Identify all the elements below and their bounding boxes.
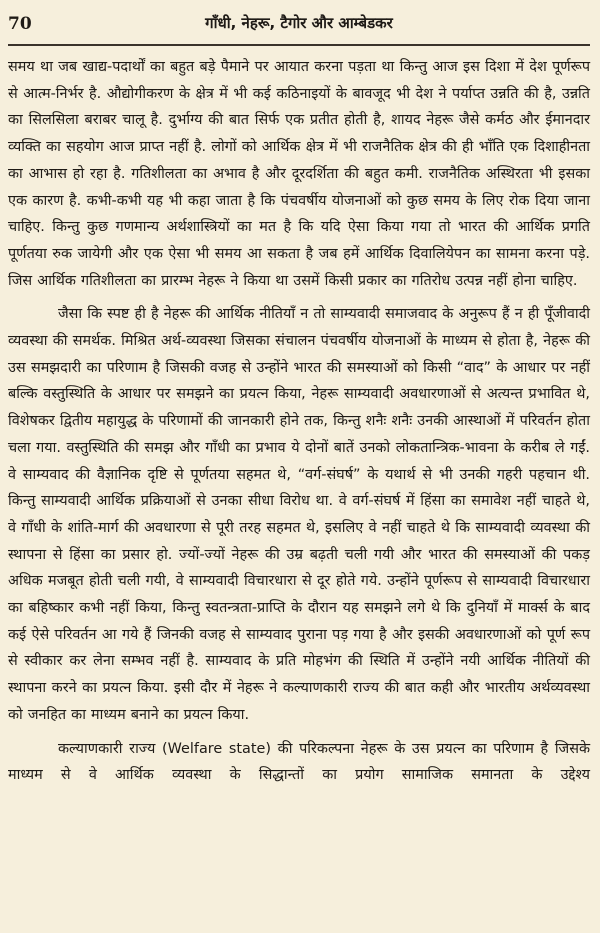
- paragraph-economic-progress: समय था जब खाद्य-पदार्थों का बहुत बड़े पैमाने पर आयात करना पड़ता था किन्तु आज इस दिशा में देश पूर्णरूप से आत्म-निर्भर है. औद्योगीकरण के क्षेत्र में भी कई कठिनाइयों के बावजूद भी देश ने पर्याप्त उन्नति की है, उन्नति का सिलसिला बराबर चालू है. दुर्भाग्य की बात सिर्फ एक प्रतीत होती है, शायद नेहरू जैसे कर्मठ और ईमानदार व्यक्ति का सहयोग आज प्राप्त नहीं है. लोगों को आर्थिक क्षेत्र में भी राजनैतिक क्षेत्र की ही भाँति एक दिशाहीनता का आभास हो रहा है. गतिशीलता का अभाव है और दूरदर्शिता की बहुत कमी. राजनैतिक अस्थिरता भी इसका एक कारण है. कभी-कभी यह भी कहा जाता है कि पंचवर्षीय योजनाओं को कुछ समय के लिए रोक दिया जाना चाहिए. किन्तु कुछ गणमान्य अर्थशास्त्रियों का मत है कि यदि ऐसा किया गया तो भारत की आर्थिक प्रगति पूर्णतया रुक जायेगी और एक ऐसा भी समय आ सकता है जब हमें आर्थिक दिवालियेपन का सामना करना पड़े. जिस आर्थिक गतिशीलता का प्रारम्भ नेहरू ने किया था उसमें किसी प्रकार का गतिरोध उत्पन्न नहीं होना चाहिए.: [8, 59, 590, 289]
- paragraph-nehru-economic-policy: जैसा कि स्पष्ट ही है नेहरू की आर्थिक नीतियाँ न तो साम्यवादी समाजवाद के अनुरूप हैं न ही पूँजीवादी व्यवस्था की समर्थक. मिश्रित अर्थ-व्यवस्था जिसका संचालन पंचवर्षीय योजनाओं के माध्यम से होता है, नेहरू की उस समझदारी का परिणाम है जिसकी वजह से उन्होंने भारत की समस्याओं को किसी “वाद” के आधार पर नहीं बल्कि वस्तुस्थिति के आधार पर समझने का प्रयत्न किया, नेहरू साम्यवादी अवधारणाओं से अत्यन्त प्रभावित थे, विशेषकर द्वितीय महायुद्ध के परिणामों की जानकारी होने तक, किन्तु शनैः शनैः उनकी आस्थाओं में परिवर्तन होता चला गया. वस्तुस्थिति की समझ और गाँधी का प्रभाव ये दोनों बातें उनको लोकतान्त्रिक-भावना के करीब ले गईं. वे साम्यवाद की वैज्ञानिक दृष्टि से पूर्णतया सहमत थे, “वर्ग-संघर्ष” के यथार्थ से भी उनकी गहरी पहचान थी. किन्तु साम्यवादी आर्थिक प्रक्रियाओं से उनका सीधा विरोध था. वे वर्ग-संघर्ष में हिंसा का समावेश नहीं चाहते थे, वे गाँधी के शांति-मार्ग की अवधारणा से पूरी तरह सहमत थे, इसलिए वे नहीं चाहते थे कि साम्यवादी व्यवस्था की स्थापना से हिंसा का प्रसार हो. ज्यों-ज्यों नेहरू की उम्र बढ़ती चली गयी और भारत की समस्याओं की पकड़ अधिक मजबूत होती चली गयी, वे साम्यवादी विचारधारा से दूर होते गये. उन्होंने पूर्णरूप से साम्यवादी विचारधारा का बहिष्कार कभी नहीं किया, किन्तु स्वतन्त्रता-प्राप्ति के दौरान यह समझने लगे थे कि दुनियाँ में मार्क्स के बाद कई ऐसे परिवर्तन आ गये हैं जिनकी वजह से साम्यवाद पुराना पड़ गया है और इसकी अवधारणाओं को पूर्ण रूप से स्वीकार कर लेना सम्भव नहीं है. साम्यवाद के प्रति मोहभंग की स्थिति में उन्होंने नयी आर्थिक नीतियों की स्थापना करने का प्रयत्न किया. इसी दौर में नेहरू ने कल्याणकारी राज्य की बात कही और भारतीय अर्थव्यवस्था को जनहित का माध्यम बनाने का प्रयत्न किया.: [8, 306, 590, 723]
- page-number: 70: [8, 14, 32, 34]
- book-title: गाँधी, नेहरू, टैगोर और आम्बेडकर: [205, 14, 393, 32]
- running-header: [8, 10, 590, 46]
- body-text: [8, 54, 590, 789]
- paragraph-welfare-state: कल्याणकारी राज्य (Welfare state) की परिकल्पना नेहरू के उस प्रयत्न का परिणाम है जिसके माध्यम से वे आर्थिक व्यवस्था के सिद्धान्तों का प्रयोग सामाजिक समानता के उद्देश्य: [8, 740, 590, 784]
